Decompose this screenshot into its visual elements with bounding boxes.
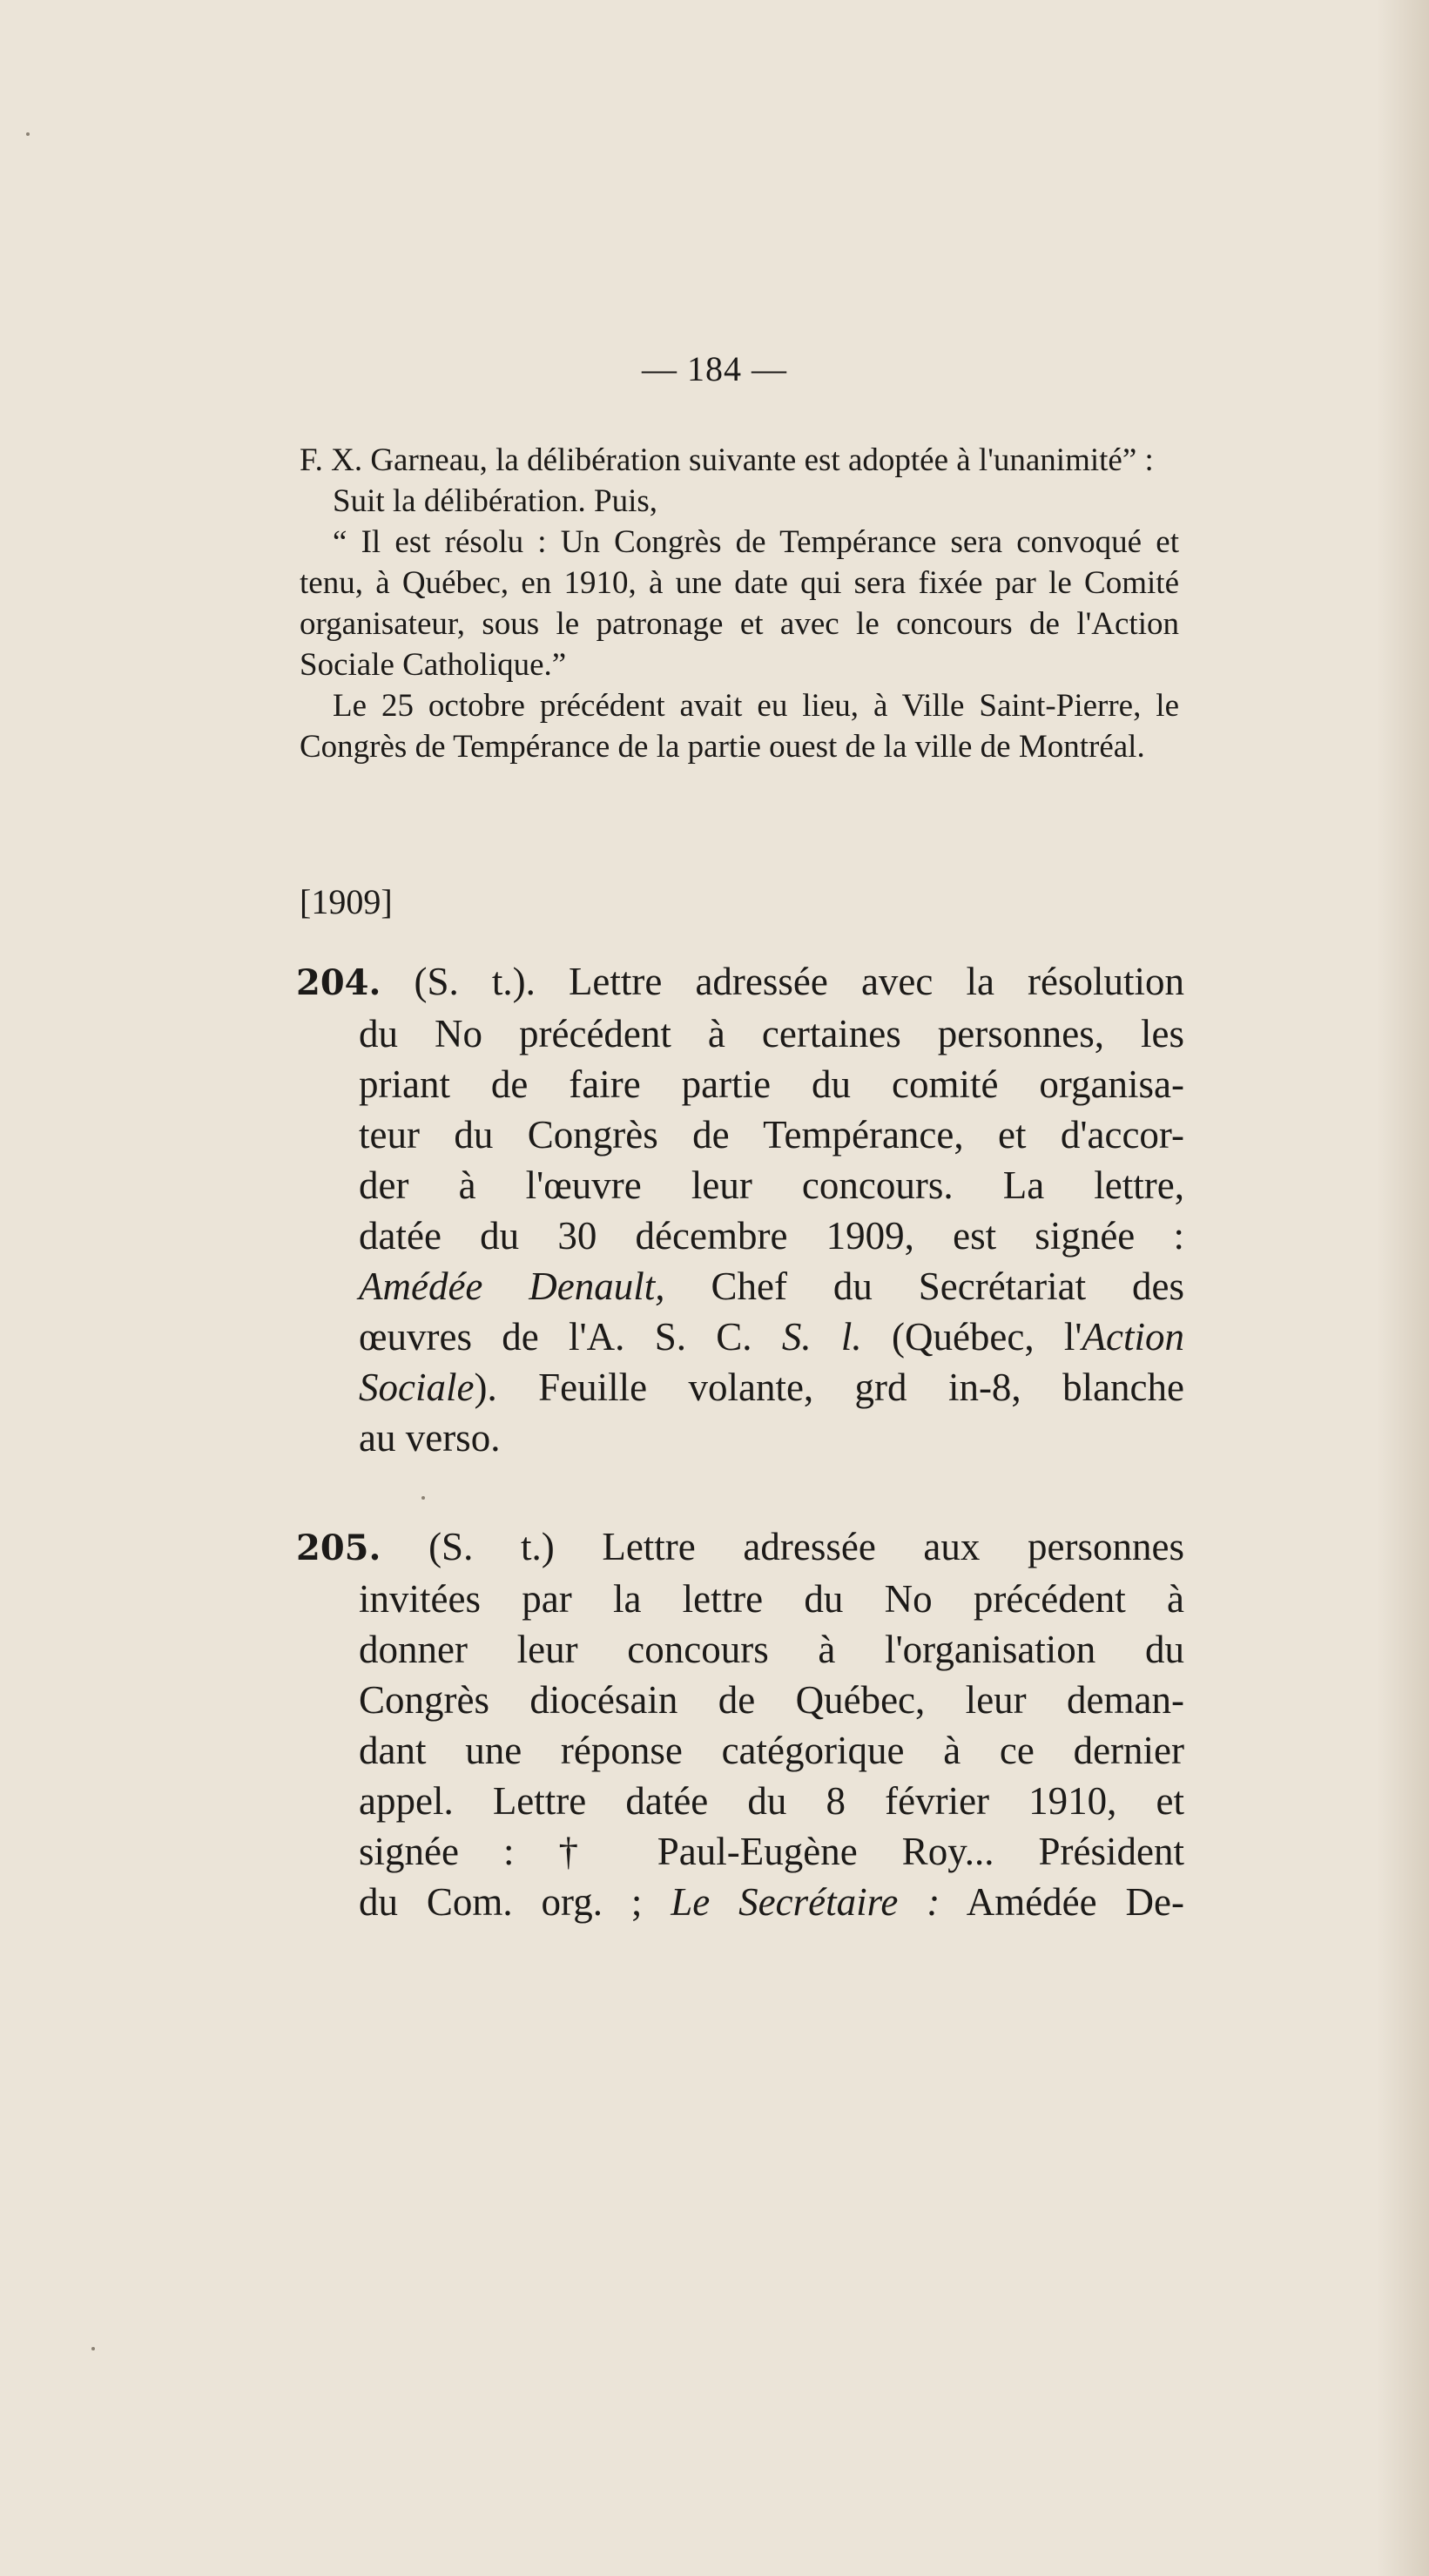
year-heading: [1909] [300,882,393,921]
entry-204-line-6: datée du 30 décembre 1909, est signée : [359,1214,1184,1258]
paper-speck [26,132,30,136]
entry-204 [296,956,1184,1463]
entry-204-line-1: 204. (S. t.). Lettre adressée avec la résolution [296,960,1185,1003]
intro-line-deliberation: Suit la délibération. Puis, [333,483,658,519]
entry-number: 205. [296,1527,381,1568]
entry-204-line-4: teur du Congrès de Tempérance, et d'accor- [359,1113,1184,1157]
entry-205-line-5: dant une réponse catégorique à ce dernier [359,1729,1184,1772]
entry-205 [296,1521,1184,1927]
entry-204-line-2: du No précédent à certaines personnes, les [359,1012,1184,1055]
entry-204-line-3: priant de faire partie du comité organisa- [359,1062,1184,1106]
entry-205-line-3: donner leur concours à l'organisation du [359,1628,1184,1671]
entry-204-line-8: œuvres de l'A. S. C. S. l. (Québec, l'Action [359,1315,1185,1359]
author-name: Amédée Denault, [359,1264,665,1308]
entry-204-line-9: Sociale). Feuille volante, grd in-8, blanche [359,1366,1184,1409]
entry-205-line-6: appel. Lettre datée du 8 février 1910, et [359,1779,1184,1823]
entry-204-line-10: au verso. [359,1416,501,1460]
entry-205-line-1: 205. (S. t.) Lettre adressée aux personnes [296,1525,1184,1568]
paper-speck [91,2347,95,2350]
entry-205-line-7: signée : † Paul-Eugène Roy... Président [359,1830,1184,1873]
entry-205-line-4: Congrès diocésain de Québec, leur deman- [359,1678,1184,1722]
intro-block [300,440,1179,767]
page-number: — 184 — [642,349,787,388]
secretary-label: Le Secrétaire : [671,1880,940,1924]
closing-paragraph: Le 25 octobre précédent avait eu lieu, à Ville Saint-Pierre, le Congrès de Tempérance de la partie ouest de la ville de Montréal. [300,688,1179,765]
intro-line-continuation: F. X. Garneau, la délibération suivante est adoptée à l'unanimité” : [300,442,1154,478]
resolution-quote: “ Il est résolu : Un Congrès de Tempérance sera convoqué et tenu, à Québec, en 1910, à une date qui sera fixée par le Comité organisateur, sous le patronage et avec le concours de l'Action Sociale Catholique.” [300,524,1179,683]
entry-204-line-5: der à l'œuvre leur concours. La lettre, [359,1163,1184,1207]
entry-204-line-7: Amédée Denault, Chef du Secrétariat des [359,1264,1184,1308]
entry-number: 204. [296,962,381,1003]
entry-205-line-8: du Com. org. ; Le Secrétaire : Amédée De- [359,1880,1184,1924]
paper-speck [421,1496,425,1500]
entry-205-line-2: invitées par la lettre du No précédent à [359,1577,1184,1621]
